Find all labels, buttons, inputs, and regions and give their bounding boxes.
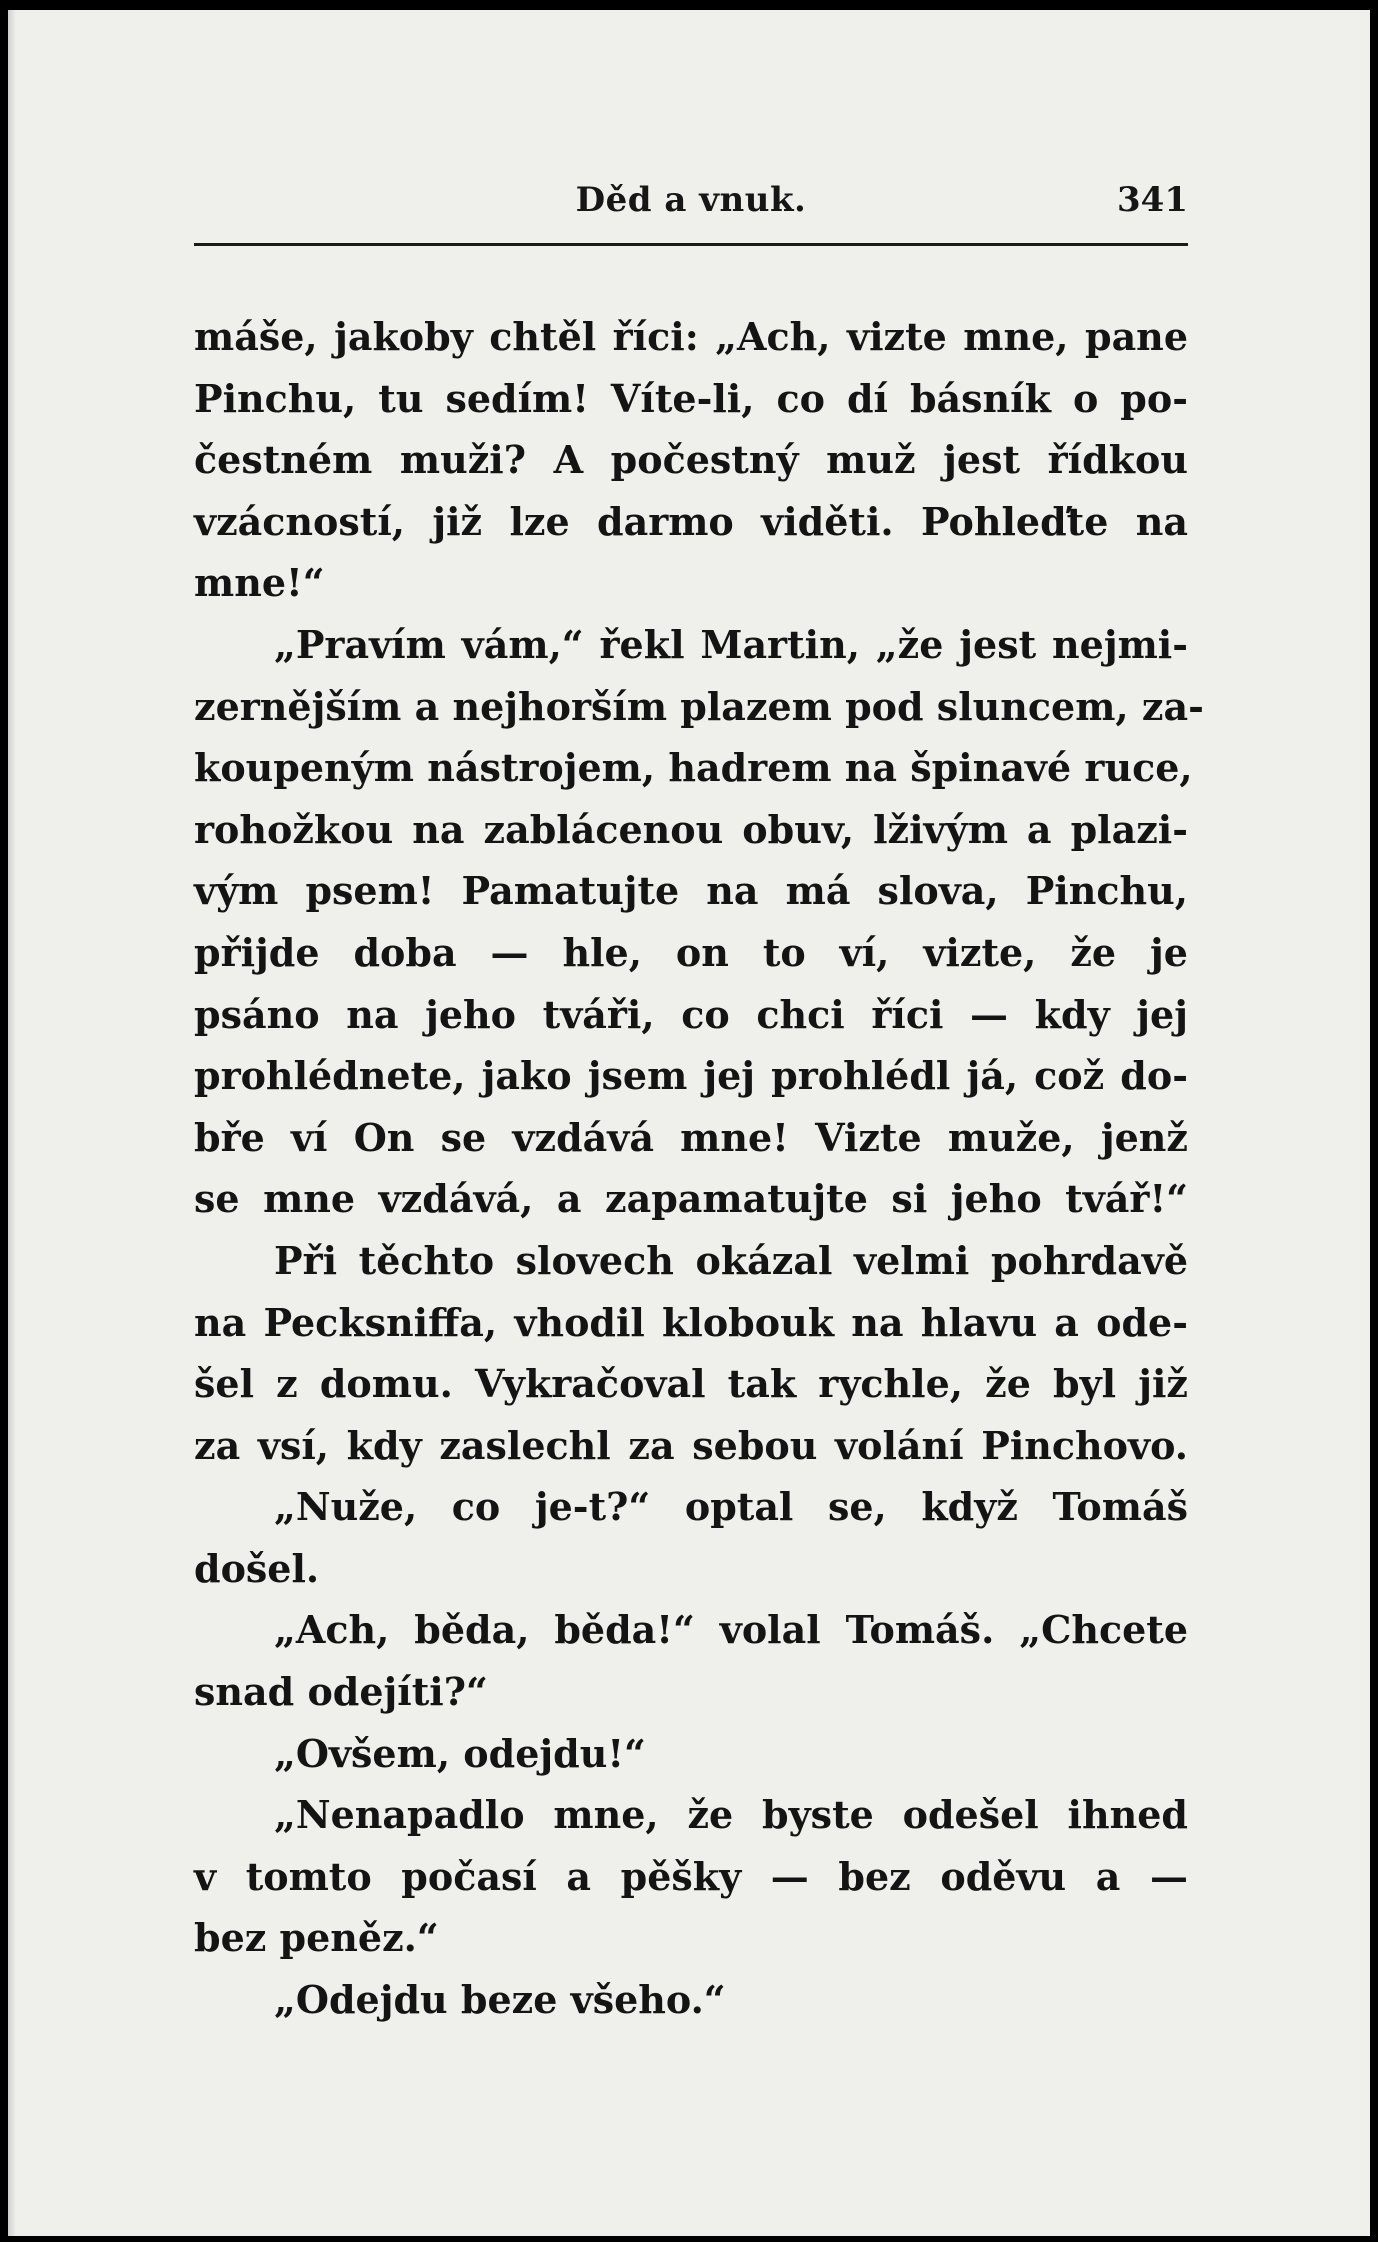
text-line: vzácností, již lze darmo viděti. Pohleďte na xyxy=(194,498,1188,544)
text-line: „Ach, běda, běda!“ volal Tomáš. „Chcete xyxy=(274,1607,1188,1653)
text-line: prohlédnete, jako jsem jej prohlédl já, což do- xyxy=(194,1053,1188,1099)
page-header xyxy=(194,180,1188,240)
text-line: máše, jakoby chtěl říci: „Ach, vizte mne, pane xyxy=(194,314,1188,359)
text-line: „Nuže, co je-t?“ optal se, když Tomáš xyxy=(274,1484,1188,1530)
text-line: mne!“ xyxy=(194,560,325,606)
text-line: „Odejdu beze všeho.“ xyxy=(274,1977,726,2023)
text-line: „Pravím vám,“ řekl Martin, „že jest nejmi- xyxy=(274,621,1188,667)
header-rule xyxy=(194,243,1188,246)
running-title: Děd a vnuk. xyxy=(575,180,807,220)
text-line: rohožkou na zablácenou obuv, lživým a plazi- xyxy=(194,806,1188,852)
text-line: „Nenapadlo mne, že byste odešel ihned xyxy=(274,1792,1188,1838)
text-line: v tomto počasí a pěšky — bez oděvu a — xyxy=(194,1853,1188,1899)
book-page xyxy=(8,10,1370,2236)
body-text xyxy=(194,306,1204,2031)
text-line: přijde doba — hle, on to ví, vizte, že je xyxy=(194,929,1188,975)
text-line: Pinchu, tu sedím! Víte-li, co dí básník o po- xyxy=(194,375,1188,421)
text-line: došel. xyxy=(194,1545,320,1591)
text-line: na Pecksniffa, vhodil klobouk na hlavu a ode- xyxy=(194,1299,1188,1345)
text-line: bře ví On se vzdává mne! Vizte muže, jenž xyxy=(194,1114,1188,1160)
text-line: koupeným nástrojem, hadrem na špinavé ruce, xyxy=(194,745,1193,791)
text-line: „Ovšem, odejdu!“ xyxy=(274,1730,646,1776)
text-line: vým psem! Pamatujte na má slova, Pinchu, xyxy=(194,868,1188,914)
page-number: 341 xyxy=(1117,180,1188,220)
text-line: se mne vzdává, a zapamatujte si jeho tvář!“ xyxy=(194,1176,1188,1222)
text-line: bez peněz.“ xyxy=(194,1915,439,1961)
text-line: Při těchto slovech okázal velmi pohrdavě xyxy=(274,1237,1188,1283)
text-line: za vsí, kdy zaslechl za sebou volání Pinchovo. xyxy=(194,1422,1188,1468)
text-line: psáno na jeho tváři, co chci říci — kdy jej xyxy=(194,991,1188,1037)
text-line: snad odejíti?“ xyxy=(194,1669,488,1715)
text-line: šel z domu. Vykračoval tak rychle, že byl již xyxy=(194,1361,1188,1407)
text-line: zernějším a nejhorším plazem pod sluncem, za- xyxy=(194,683,1204,729)
text-line: čestném muži? A počestný muž jest řídkou xyxy=(194,437,1188,483)
